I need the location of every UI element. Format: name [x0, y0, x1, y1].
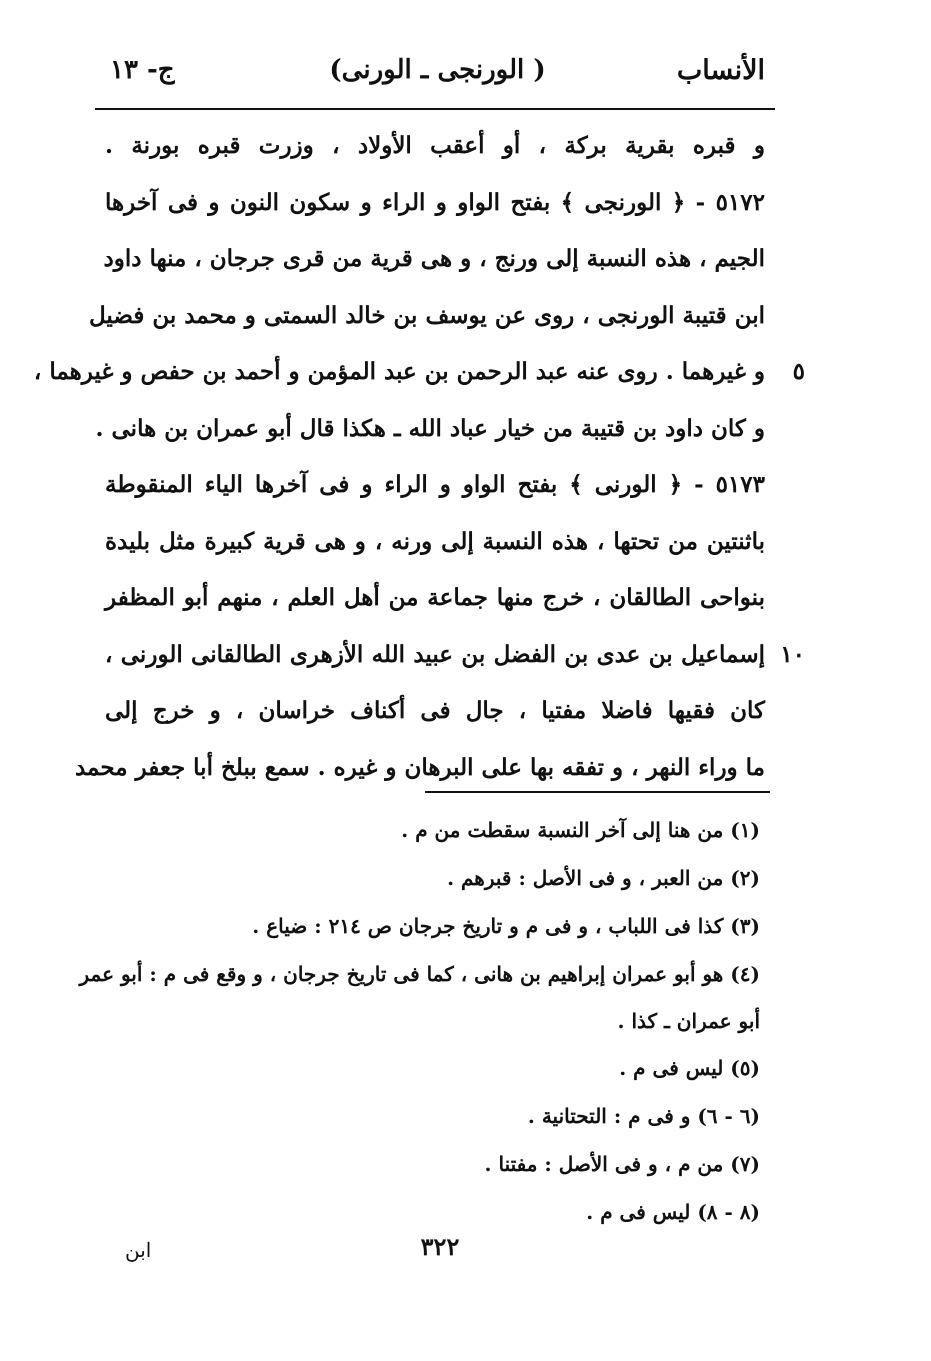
footnote: (٣) كذا فى اللباب ، و فى م و تاريخ جرجان ص ٢١٤ : ضياع . — [252, 914, 760, 938]
running-header — [110, 55, 765, 95]
footnote: (٢) من العبر ، و فى الأصل : قبرهم . — [447, 866, 760, 890]
text-line-content: ٥١٧٣ - ﴿ الورنى ﴾ بفتح الواو و الراء و فى آخرها الياء المنقوطة — [105, 471, 765, 498]
main-text — [33, 118, 805, 796]
text-line — [105, 118, 765, 175]
page-number: ٣٢٢ — [420, 1232, 460, 1261]
text-line — [105, 570, 765, 627]
text-line-content: بنواحى الطالقان ، خرج منها جماعة من أهل العلم ، منهم أبو المظفر — [105, 584, 765, 611]
text-line — [105, 514, 765, 571]
text-line-content: و قبره بقرية بركة ، أو أعقب الأولاد ، وزرت قبره بورنة . — [105, 132, 765, 159]
line-number: ٥ — [792, 358, 805, 385]
text-line — [89, 288, 765, 345]
footnote: (٥) ليس فى م . — [619, 1056, 760, 1080]
text-line-content: إسماعيل بن عدى بن الفضل بن عبيد الله الأزهرى الطالقانى الورنى ، — [105, 640, 765, 668]
footnote-rule — [425, 791, 770, 793]
footnote: (٤) هو أبو عمران إبراهيم بن هانى ، كما فى تاريخ جرجان ، و وقع فى م : أبو عمر — [79, 962, 760, 986]
catchword: ابن — [125, 1238, 152, 1262]
page-footer — [110, 1232, 770, 1272]
footnotes — [79, 806, 760, 1236]
header-rule — [95, 108, 775, 110]
text-line — [105, 627, 805, 684]
book-title: الأنساب — [676, 55, 765, 86]
text-line-content: ٥١٧٢ - ﴿ الورنجى ﴾ بفتح الواو و الراء و سكون النون و فى آخرها — [105, 188, 765, 216]
footnote: (٨ - ٨) ليس فى م . — [586, 1200, 760, 1224]
volume-label: ج- ١٣ — [110, 55, 175, 85]
text-line-content: ما وراء النهر ، و تفقه بها على البرهان و غيره . سمع ببلخ أبا جعفر محمد — [74, 753, 765, 781]
text-line-content: كان فقيها فاضلا مفتيا ، جال فى أكناف خراسان ، و خرج إلى — [105, 697, 765, 724]
footnote: أبو عمران ـ كذا . — [617, 1009, 760, 1033]
text-line-content: و كان داود بن قتيبة من خيار عباد الله ـ هكذا قال أبو عمران بن هانى . — [95, 414, 765, 442]
text-line-content: الجيم ، هذه النسبة إلى ورنج ، و هى قرية من قرى جرجان ، منها داود — [103, 245, 765, 272]
line-number: ١٠ — [780, 640, 805, 668]
text-line — [105, 457, 765, 514]
footnote: (١) من هنا إلى آخر النسبة سقطت من م . — [401, 818, 760, 842]
entries-title: ( الورنجى ـ الورنى) — [329, 55, 546, 85]
text-line — [105, 231, 765, 288]
text-line-content: باثنتين من تحتها ، هذه النسبة إلى ورنه ، و هى قرية كبيرة مثل بليدة — [105, 527, 765, 555]
footnote: (٦ - ٦) و فى م : التحتانية . — [527, 1104, 760, 1128]
footnote: (٧) من م ، و فى الأصل : مفتنا . — [484, 1152, 760, 1176]
text-line — [105, 683, 765, 740]
text-line-content: ابن قتيبة الورنجى ، روى عن يوسف بن خالد السمتى و محمد بن فضيل — [89, 301, 765, 329]
text-line-content: و غيرهما . روى عنه عبد الرحمن بن عبد المؤمن و أحمد بن حفص و غيرهما ، — [33, 358, 765, 385]
text-line — [95, 401, 765, 458]
text-line — [33, 344, 805, 401]
text-line — [74, 740, 765, 797]
text-line — [105, 175, 765, 232]
